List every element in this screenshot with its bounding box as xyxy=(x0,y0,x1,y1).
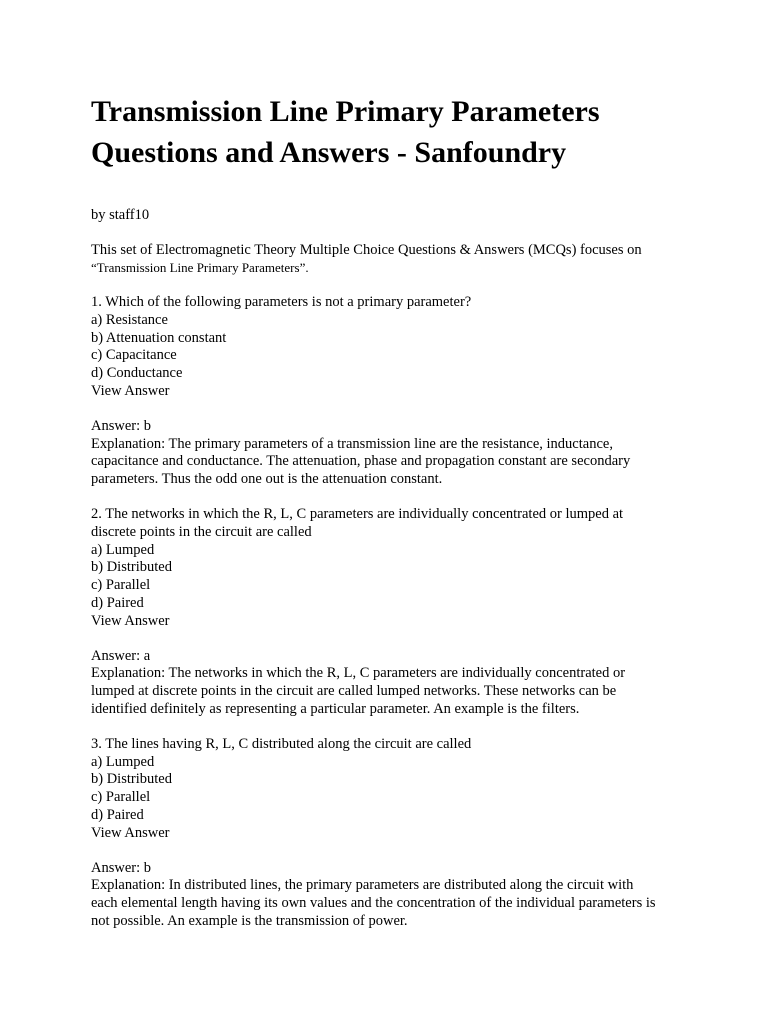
question-text: discrete points in the circuit are called xyxy=(91,523,312,540)
page-title xyxy=(91,91,688,173)
explanation-line: each elemental length having its own values and the concentration of the individual parameters is xyxy=(91,895,656,912)
option-a: a) Resistance xyxy=(91,311,168,328)
intro-topic: “Transmission Line Primary Parameters” xyxy=(91,260,306,275)
title-line-2: Questions and Answers - Sanfoundry xyxy=(91,136,567,169)
answer-block-1 xyxy=(91,418,688,489)
explanation-line: not possible. An example is the transmission of power. xyxy=(91,912,408,929)
option-d: d) Conductance xyxy=(91,365,183,382)
answer-text: Answer: a xyxy=(91,647,151,664)
view-answer-link[interactable]: View Answer xyxy=(91,382,170,399)
option-b: b) Distributed xyxy=(91,559,172,576)
answer-block-3 xyxy=(91,860,688,931)
view-answer-link[interactable]: View Answer xyxy=(91,612,170,629)
option-d: d) Paired xyxy=(91,594,144,611)
explanation-line: Explanation: In distributed lines, the primary parameters are distributed along the circuit with xyxy=(91,877,634,894)
intro-period: . xyxy=(305,260,309,275)
question-text: 1. Which of the following parameters is not a primary parameter? xyxy=(91,294,472,310)
question-block-1 xyxy=(91,294,688,401)
question-text: 2. The networks in which the R, L, C parameters are individually concentrated or lumped at xyxy=(91,505,624,522)
question-block-2 xyxy=(91,506,688,631)
answer-block-2 xyxy=(91,648,688,719)
explanation-line: Explanation: The networks in which the R, L, C parameters are individually concentrated or xyxy=(91,665,626,682)
question-text: 3. The lines having R, L, C distributed along the circuit are called xyxy=(91,735,472,752)
intro-text: This set of Electromagnetic Theory Multiple Choice Questions & Answers (MCQs) focuses on xyxy=(91,242,642,258)
explanation-line: capacitance and conductance. The attenuation, phase and propagation constant are secondary xyxy=(91,453,631,470)
explanation-line: Explanation: The primary parameters of a transmission line are the resistance, inductance, xyxy=(91,435,613,452)
question-block-3 xyxy=(91,736,688,843)
answer-text: Answer: b xyxy=(91,417,152,434)
author-byline: by staff10 xyxy=(91,207,150,223)
option-c: c) Capacitance xyxy=(91,347,177,364)
option-a: a) Lumped xyxy=(91,753,155,770)
option-c: c) Parallel xyxy=(91,789,151,806)
option-b: b) Attenuation constant xyxy=(91,329,227,346)
intro-paragraph xyxy=(91,241,688,277)
title-line-1: Transmission Line Primary Parameters xyxy=(91,95,600,128)
option-a: a) Lumped xyxy=(91,541,155,558)
option-c: c) Parallel xyxy=(91,577,151,594)
explanation-line: identified definitely as representing a particular parameter. An example is the filters. xyxy=(91,700,580,717)
explanation-line: parameters. Thus the odd one out is the attenuation constant. xyxy=(91,471,443,488)
option-d: d) Paired xyxy=(91,806,144,823)
view-answer-link[interactable]: View Answer xyxy=(91,824,170,841)
option-b: b) Distributed xyxy=(91,771,172,788)
explanation-line: lumped at discrete points in the circuit are called lumped networks. These networks can be xyxy=(91,683,617,700)
answer-text: Answer: b xyxy=(91,859,152,876)
